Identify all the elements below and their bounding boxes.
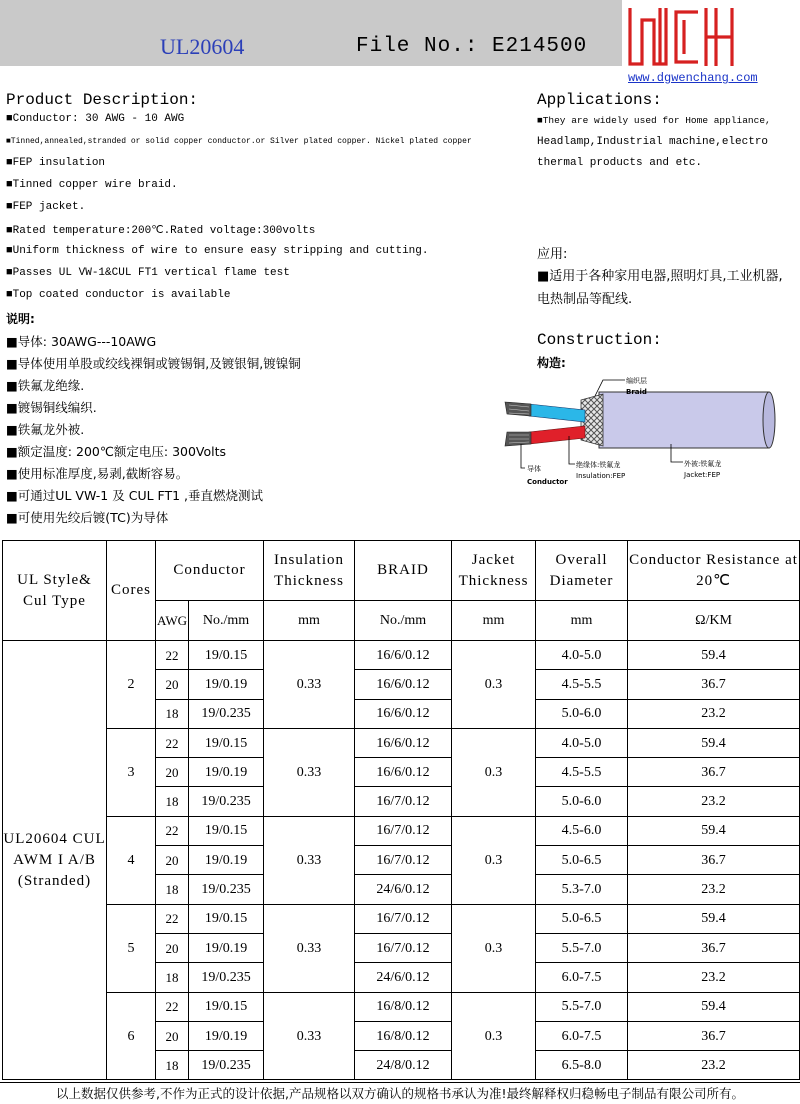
unit-resistance: Ω/KM [628,601,800,641]
braid-cell: 16/7/0.12 [355,904,452,933]
awg-cell: 18 [156,699,189,728]
jacket-end [763,392,775,448]
conductor-cell: 19/0.19 [189,758,264,787]
unit-overall: mm [536,601,628,641]
overall-diameter-cell: 4.5-6.0 [536,816,628,845]
awg-cell: 20 [156,670,189,699]
conductor-cell: 19/0.15 [189,728,264,757]
jacket-cell: 0.3 [452,816,536,904]
conductor-cell: 19/0.235 [189,963,264,992]
file-number: File No.: E214500 [356,35,588,58]
braid-cell: 16/6/0.12 [355,641,452,670]
braid-cell: 24/8/0.12 [355,1051,452,1080]
col-header-conductor: Conductor [156,541,264,601]
resistance-cell: 36.7 [628,933,800,962]
awg-cell: 20 [156,1021,189,1050]
conductor-cell: 19/0.15 [189,641,264,670]
jacket-cell: 0.3 [452,728,536,816]
cores-cell: 2 [107,641,156,729]
cn-spec-line: ■额定温度: 200℃额定电压: 300Volts [6,444,227,459]
conductor-cell: 19/0.19 [189,846,264,875]
conductor-cell: 19/0.15 [189,904,264,933]
overall-diameter-cell: 5.0-6.5 [536,904,628,933]
spec-line: ■FEP jacket. [6,201,86,213]
spec-line: ■Rated temperature:200℃.Rated voltage:300volts [6,225,316,237]
insulation-cell: 0.33 [264,641,355,729]
company-logo [626,4,738,70]
overall-diameter-cell: 5.5-7.0 [536,992,628,1021]
table-row [3,904,800,933]
cores-cell: 6 [107,992,156,1080]
cn-spec-line: ■铁氟龙绝缘. [6,378,85,393]
overall-diameter-cell: 4.5-5.5 [536,670,628,699]
spec-line: ■Tinned copper wire braid. [6,179,178,191]
cn-spec-line: ■使用标准厚度,易剥,截断容易。 [6,466,189,481]
awg-cell: 22 [156,641,189,670]
resistance-cell: 59.4 [628,904,800,933]
resistance-cell: 59.4 [628,992,800,1021]
construction-title: Construction: [537,331,662,349]
resistance-cell: 23.2 [628,787,800,816]
applications-cn-line: 电热制品等配线. [537,292,633,307]
spec-line: ■Top coated conductor is available [6,289,231,301]
overall-diameter-cell: 6.5-8.0 [536,1051,628,1080]
cn-spec-line: ■铁氟龙外被. [6,422,85,437]
awg-cell: 18 [156,787,189,816]
overall-diameter-cell: 6.0-7.5 [536,1021,628,1050]
conductor-cell: 19/0.235 [189,875,264,904]
conductor-cn-label: 导体 [527,465,541,473]
braid-cell: 16/7/0.12 [355,787,452,816]
table-row [3,992,800,1021]
resistance-cell: 59.4 [628,816,800,845]
applications-line: Headlamp,Industrial machine,electro [537,136,769,148]
braid-cell: 16/6/0.12 [355,699,452,728]
resistance-cell: 36.7 [628,758,800,787]
awg-cell: 20 [156,846,189,875]
table-row [3,641,800,670]
awg-cell: 18 [156,963,189,992]
insulation-cell: 0.33 [264,992,355,1080]
cn-spec-line: ■可通过UL VW-1 及 CUL FT1 ,垂直燃烧测试 [6,488,264,503]
insulation-cn-label: 绝缘体:铁氟龙 [576,461,621,469]
resistance-cell: 36.7 [628,670,800,699]
cn-spec-line: ■可使用先绞后镀(TC)为导体 [6,510,169,525]
applications-line: ■They are widely used for Home appliance, [537,115,771,126]
braid-cell: 16/7/0.12 [355,933,452,962]
overall-diameter-cell: 4.5-5.5 [536,758,628,787]
conductor-cell: 19/0.235 [189,787,264,816]
braid-cell: 16/7/0.12 [355,816,452,845]
unit-braid: No./mm [355,601,452,641]
conductor-cell: 19/0.15 [189,816,264,845]
cores-cell: 5 [107,904,156,992]
applications-cn-line: ■适用于各种家用电器,照明灯具,工业机器, [537,269,783,284]
braid-cell: 16/7/0.12 [355,846,452,875]
overall-diameter-cell: 5.0-6.0 [536,699,628,728]
header-row [3,541,800,601]
col-header-ul-style: UL Style& Cul Type [3,541,107,641]
conductor-cell: 19/0.19 [189,933,264,962]
conductor-cell: 19/0.15 [189,992,264,1021]
col-header-braid: BRAID [355,541,452,601]
unit-awg: AWG [156,601,189,641]
jacket-cell: 0.3 [452,992,536,1080]
braid-cell: 16/6/0.12 [355,728,452,757]
insulation-red [529,426,585,444]
braid-cell: 24/6/0.12 [355,875,452,904]
conductor-cell: 19/0.235 [189,1051,264,1080]
insulation-cell: 0.33 [264,816,355,904]
unit-jacket: mm [452,601,536,641]
insulation-label: Insulation:FEP [576,472,626,480]
braid-cell: 16/8/0.12 [355,992,452,1021]
resistance-cell: 23.2 [628,875,800,904]
insulation-cell: 0.33 [264,728,355,816]
resistance-cell: 59.4 [628,728,800,757]
conductor-cell: 19/0.19 [189,670,264,699]
braid-cell: 16/6/0.12 [355,670,452,699]
cable-style-cell: UL20604 CUL AWM I A/B (Stranded) [3,641,107,1080]
awg-cell: 22 [156,728,189,757]
overall-diameter-cell: 5.0-6.5 [536,846,628,875]
jacket-cell: 0.3 [452,904,536,992]
resistance-cell: 36.7 [628,846,800,875]
cores-cell: 3 [107,728,156,816]
website-link[interactable]: www.dgwenchang.com [628,71,758,85]
overall-diameter-cell: 5.3-7.0 [536,875,628,904]
unit-conductor: No./mm [189,601,264,641]
applications-cn-title: 应用: [537,247,568,262]
braid-label: Braid [626,388,647,396]
overall-diameter-cell: 4.0-5.0 [536,728,628,757]
braid-cell: 16/6/0.12 [355,758,452,787]
col-header-jacket: Jacket Thickness [452,541,536,601]
insulation-cell: 0.33 [264,904,355,992]
chinese-description-title: 说明: [6,312,35,326]
col-header-insulation: Insulation Thickness [264,541,355,601]
overall-diameter-cell: 4.0-5.0 [536,641,628,670]
cn-spec-line: ■镀锡铜线编织. [6,400,97,415]
col-header-resistance: Conductor Resistance at 20℃ [628,541,800,601]
conductor-label: Conductor [527,478,568,486]
conductor-cell: 19/0.19 [189,1021,264,1050]
spec-line: ■Uniform thickness of wire to ensure easy stripping and cutting. [6,245,429,257]
applications-title: Applications: [537,91,662,109]
awg-cell: 22 [156,904,189,933]
table-row [3,816,800,845]
braid-cn-label: 编织层 [626,377,647,385]
braid-cell: 16/8/0.12 [355,1021,452,1050]
table-row [3,728,800,757]
resistance-cell: 23.2 [628,963,800,992]
footer-disclaimer: 以上数据仅供参考,不作为正式的设计依据,产品规格以双方确认的规格书承认为准!最终解释权归稳畅电子制品有限公司所有。 [0,1082,800,1104]
insulation-blue [529,404,585,422]
model-number: UL20604 [160,34,245,59]
overall-diameter-cell: 6.0-7.5 [536,963,628,992]
jacket-cell: 0.3 [452,641,536,729]
cn-spec-line: ■导体: 30AWG---10AWG [6,334,157,349]
jacket-cn-label: 外被:铁氟龙 [684,460,722,468]
resistance-cell: 23.2 [628,1051,800,1080]
awg-cell: 18 [156,875,189,904]
conductor-cell: 19/0.235 [189,699,264,728]
product-description-title: Product Description: [6,91,199,109]
applications-line: thermal products and etc. [537,157,703,169]
braid-cell: 24/6/0.12 [355,963,452,992]
jacket-shape [599,392,773,448]
spec-line: ■Conductor: 30 AWG - 10 AWG [6,113,185,125]
construction-cn-title: 构造: [537,356,566,370]
col-header-overall: Overall Diameter [536,541,628,601]
spec-line: ■Passes UL VW-1&CUL FT1 vertical flame test [6,267,290,279]
resistance-cell: 59.4 [628,641,800,670]
spec-table [2,540,800,1080]
spec-line: ■FEP insulation [6,157,106,169]
resistance-cell: 36.7 [628,1021,800,1050]
col-header-cores: Cores [107,541,156,641]
cores-cell: 4 [107,816,156,904]
cn-spec-line: ■导体使用单股或绞线裸铜或镀锡铜,及镀银铜,镀镍铜 [6,356,301,371]
awg-cell: 22 [156,816,189,845]
resistance-cell: 23.2 [628,699,800,728]
jacket-label: Jacket:FEP [684,471,721,479]
awg-cell: 20 [156,758,189,787]
awg-cell: 18 [156,1051,189,1080]
spec-line: ■Tinned,annealed,stranded or solid copper conductor.or Silver plated copper. Nickel plated copper [6,137,472,146]
overall-diameter-cell: 5.5-7.0 [536,933,628,962]
awg-cell: 20 [156,933,189,962]
overall-diameter-cell: 5.0-6.0 [536,787,628,816]
unit-insulation: mm [264,601,355,641]
awg-cell: 22 [156,992,189,1021]
